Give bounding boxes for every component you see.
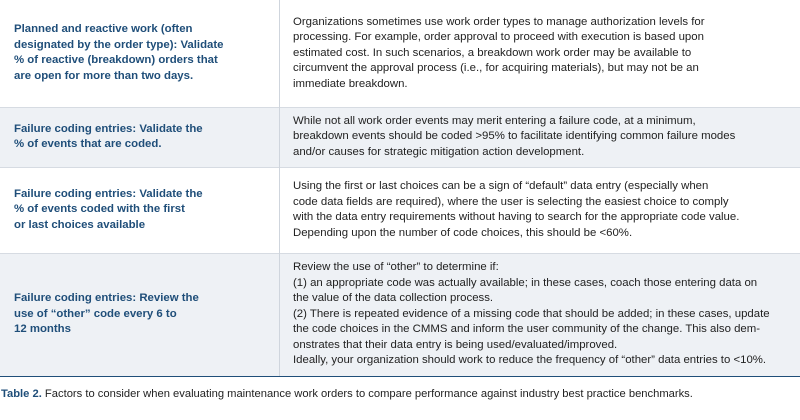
factor-line: designated by the order type): Validate: [14, 38, 224, 51]
description-line: processing. For example, order approval to proceed with execution is based upon: [293, 31, 704, 43]
description-line: the value of the data collection process.: [293, 292, 494, 305]
description-line: Depending upon the number of code choices, this should be <60%.: [293, 226, 633, 239]
table-row: [0, 167, 800, 253]
factor-line: 12 months: [14, 323, 71, 336]
table-row: [0, 0, 800, 107]
description-line: code data fields are required), where the user is selecting the easiest choice to comply: [293, 195, 729, 208]
description-line: immediate breakdown.: [293, 77, 408, 90]
caption-text: Factors to consider when evaluating maintenance work orders to compare performance against industry best practice benchmarks.: [41, 388, 693, 400]
caption-label: Table 2.: [1, 388, 42, 400]
table-row: [0, 253, 800, 376]
description-line: Ideally, your organization should work to reduce the frequency of “other” data entries to <10%.: [293, 354, 767, 367]
row-factor: [0, 253, 280, 376]
description-line: (2) There is repeated evidence of a missing code that should be added; in these cases, update: [293, 307, 770, 320]
description-line: Review the use of “other” to determine if:: [293, 261, 499, 274]
description-line: breakdown events should be coded >95% to facilitate identifying common failure modes: [293, 130, 736, 143]
factor-line: % of events coded with the first: [14, 203, 185, 216]
description-line: and/or causes for strategic mitigation action development.: [293, 145, 585, 158]
factor-line: Failure coding entries: Validate the: [14, 187, 203, 200]
row-description: [280, 253, 800, 376]
row-factor: [0, 0, 280, 107]
factor-line: or last choices available: [14, 218, 146, 231]
description-line: Organizations sometimes use work order types to manage authorization levels for: [293, 15, 705, 28]
description-line: While not all work order events may merit entering a failure code, at a minimum,: [293, 114, 696, 127]
row-description: [280, 107, 800, 167]
description-line: with the data entry requirements without having to search for the appropriate code value.: [293, 211, 740, 223]
row-factor: [0, 167, 280, 253]
table-row: [0, 107, 800, 167]
row-description: [280, 0, 800, 107]
description-line: circumvent the approval process (i.e., for acquiring materials), but may not be an: [293, 62, 699, 74]
description-line: onstrates that their data entry is being used/evaluated/improved.: [293, 338, 618, 351]
factor-line: % of events that are coded.: [14, 138, 162, 150]
factor-line: use of “other” code every 6 to: [14, 307, 177, 320]
row-description: [280, 167, 800, 253]
description-line: (1) an appropriate code was actually available; in these cases, coach those entering data on: [293, 276, 758, 289]
factor-line: Failure coding entries: Validate the: [14, 122, 203, 135]
factor-line: Failure coding entries: Review the: [14, 292, 199, 305]
row-factor: [0, 107, 280, 167]
description-line: estimated cost. In such scenarios, a breakdown work order may be available to: [293, 46, 692, 59]
factor-line: Planned and reactive work (often: [14, 23, 193, 36]
factor-line: % of reactive (breakdown) orders that: [14, 54, 218, 67]
description-line: Using the first or last choices can be a sign of “default” data entry (especially when: [293, 180, 709, 192]
description-line: the code choices in the CMMS and inform the user community of the change. This also dem-: [293, 323, 761, 336]
factor-line: are open for more than two days.: [14, 69, 194, 82]
table-caption: [0, 376, 800, 420]
